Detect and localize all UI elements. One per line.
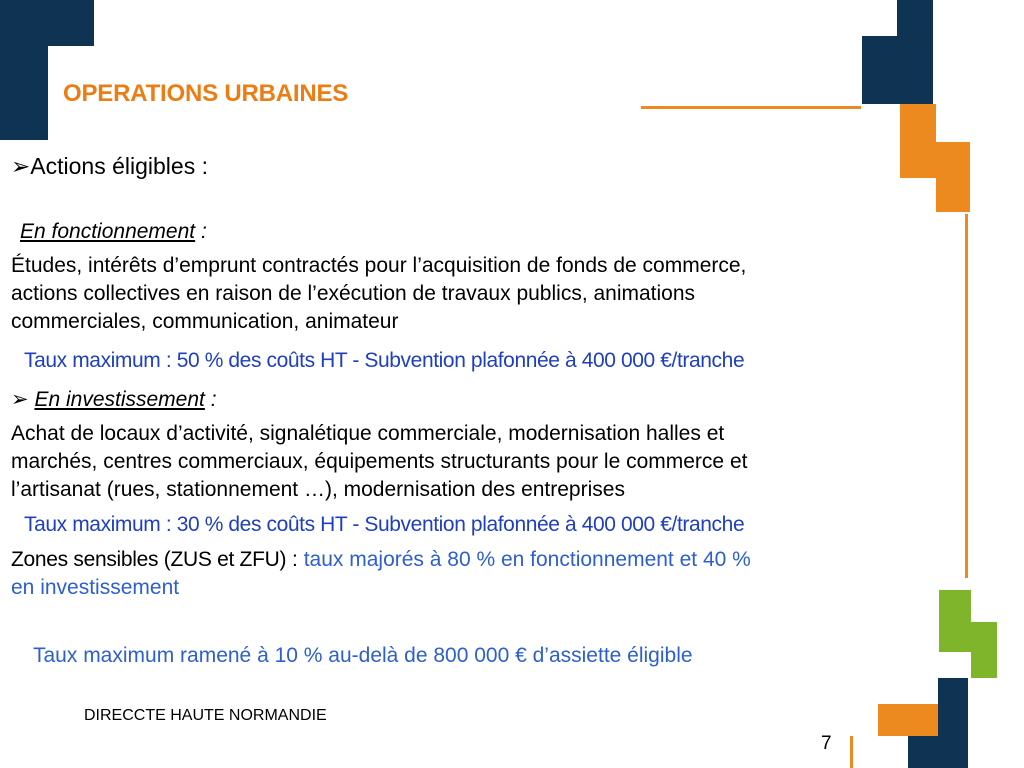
decor-right-navy-3 xyxy=(938,678,968,704)
decor-right-green-3 xyxy=(971,652,997,678)
main-bullet xyxy=(11,152,208,180)
section1-heading-suffix: : xyxy=(195,220,207,243)
section2-heading-text: En investissement xyxy=(34,388,205,411)
decor-right-navy-2 xyxy=(862,36,933,104)
section2-line-1: Achat de locaux d’activité, signalétique commerciale, modernisation halles et xyxy=(11,422,725,445)
section1-rate: Taux maximum : 50 % des coûts HT - Subvention plafonnée à 400 000 €/tranche xyxy=(24,349,745,372)
section2-heading-suffix: : xyxy=(204,388,217,411)
zones-label: Zones sensibles (ZUS et ZFU) xyxy=(11,548,287,571)
section2-line-2: marchés, centres commerciaux, équipements structurants pour le commerce et xyxy=(11,450,748,473)
section1-heading xyxy=(20,218,207,246)
title-underline xyxy=(641,106,861,109)
zones-line-1 xyxy=(11,546,751,574)
zones-separator: : xyxy=(286,548,304,571)
footer-organization: DIRECCTE HAUTE NORMANDIE xyxy=(84,707,327,724)
decor-bottom-orange-line xyxy=(850,736,853,768)
section2-rate: Taux maximum : 30 % des coûts HT - Subvention plafonnée à 400 000 €/tranche xyxy=(24,513,745,536)
section1-line-1: Études, intérêts d’emprunt contractés pour l’acquisition de fonds de commerce, xyxy=(11,254,747,277)
arrow-bullet-icon: ➢ xyxy=(11,153,31,179)
decor-right-orange-3 xyxy=(936,178,970,212)
decor-right-navy-5 xyxy=(908,736,968,768)
main-bullet-text: Actions éligibles : xyxy=(30,153,208,179)
decor-right-orange-4 xyxy=(878,704,938,736)
zones-line-2: en investissement xyxy=(11,576,180,599)
decor-vertical-line xyxy=(965,214,968,578)
decor-right-navy-1 xyxy=(897,0,933,36)
decor-right-navy-4 xyxy=(938,704,968,736)
zones-text-1: taux majorés à 80 % en fonctionnement et 40 % xyxy=(303,548,751,571)
decor-left-navy-tab xyxy=(48,0,94,46)
slide-title: OPERATIONS URBAINES xyxy=(63,80,349,107)
cap-note: Taux maximum ramené à 10 % au-delà de 800 000 € d’assiette éligible xyxy=(33,644,693,667)
arrow-bullet-icon: ➢ xyxy=(11,388,29,411)
decor-right-green-1 xyxy=(939,590,971,622)
decor-right-orange-2 xyxy=(900,142,970,178)
page-number: 7 xyxy=(821,733,832,754)
section1-line-2: actions collectives en raison de l’exécution de travaux publics, animations xyxy=(11,282,696,305)
section2-line-3: l’artisanat (rues, stationnement …), modernisation des entreprises xyxy=(11,478,625,501)
section1-line-3: commerciales, communication, animateur xyxy=(11,310,399,333)
section1-heading-text: En fonctionnement xyxy=(20,220,196,243)
decor-right-orange-1 xyxy=(900,104,936,142)
section2-heading xyxy=(11,386,217,414)
decor-left-navy-block xyxy=(0,0,48,140)
decor-right-green-2 xyxy=(939,622,997,652)
